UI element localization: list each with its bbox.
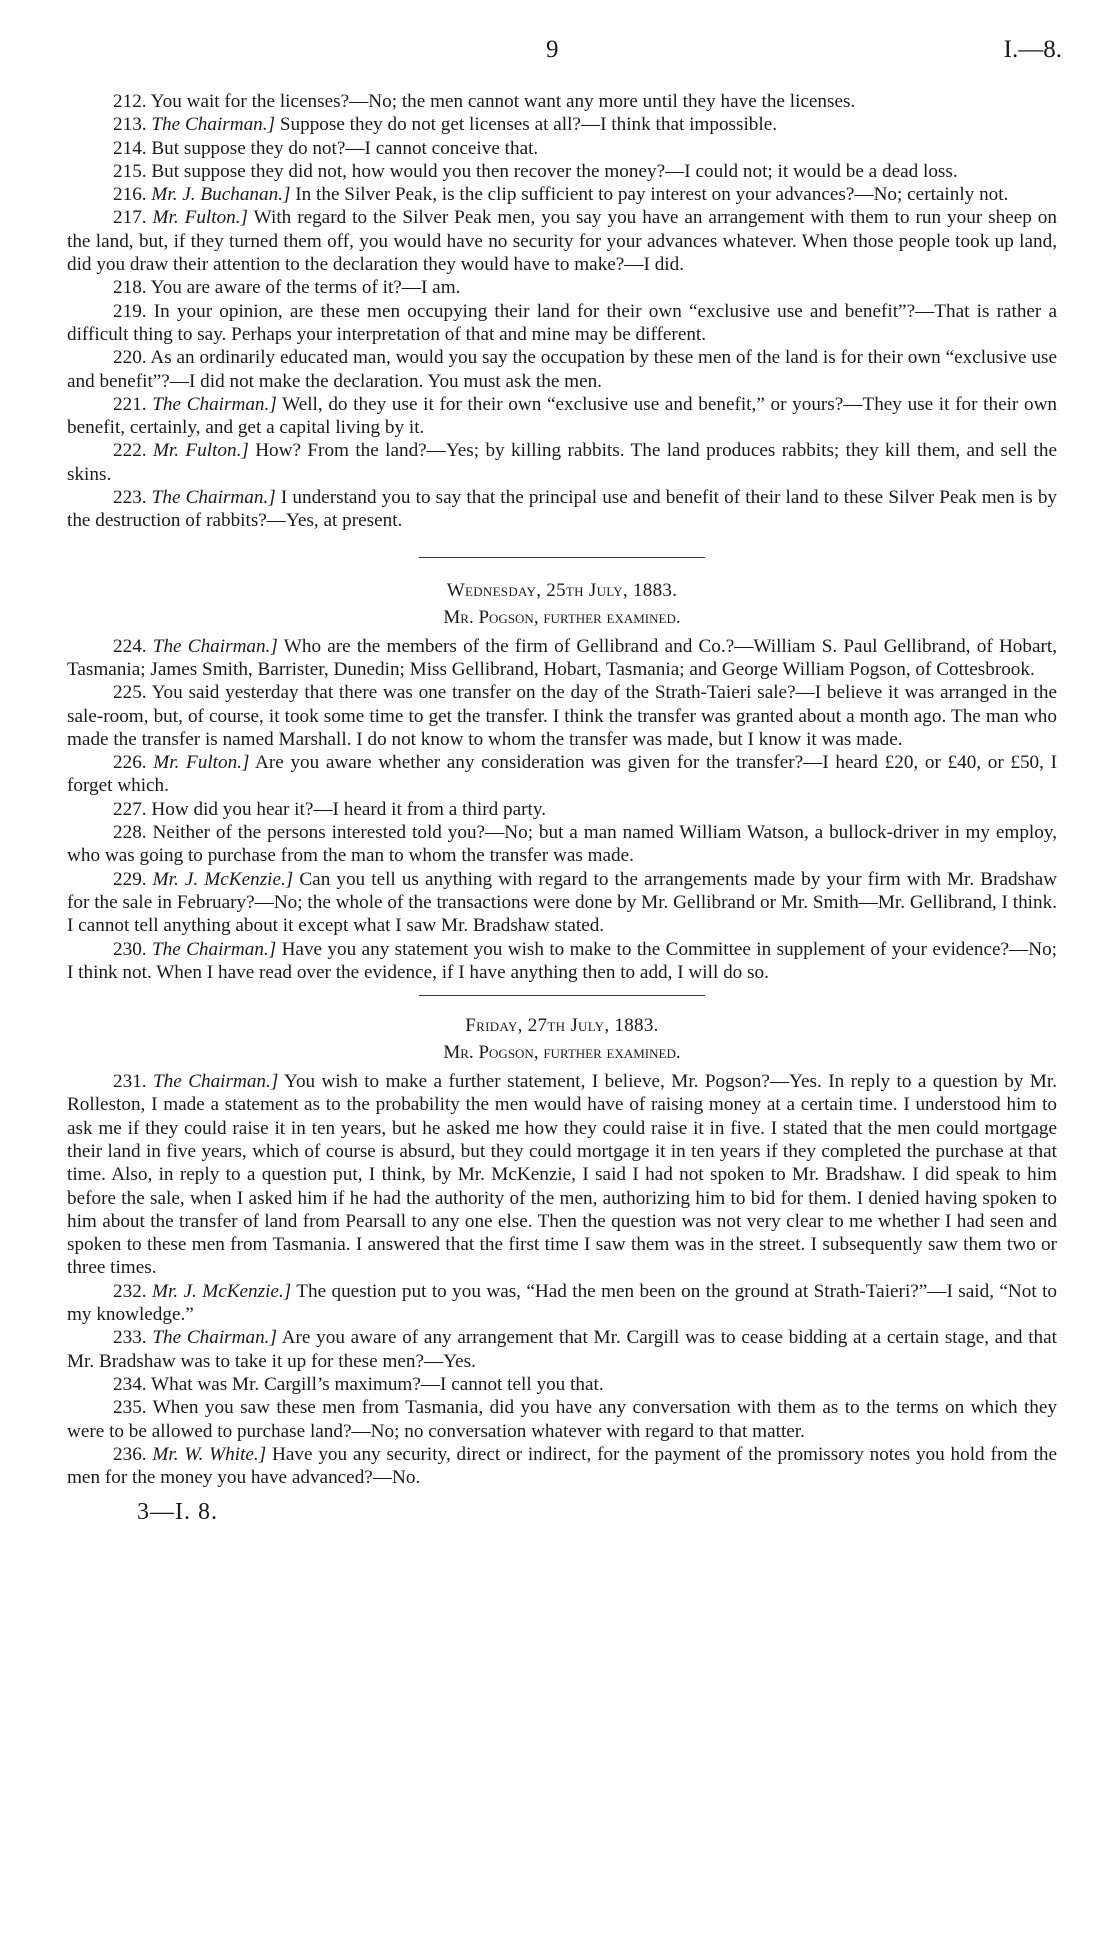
- section-divider: [419, 557, 705, 558]
- question-answer-text: What was Mr. Cargill’s maximum?—I cannot tell you that.: [151, 1373, 604, 1395]
- question-number: 216.: [113, 184, 147, 206]
- question-answer-text: In your opinion, are these men occupying their land for their own “exclusive use and benefit”?—That is rather a difficult thing to say. Perhaps your interpretation of that and mine may be different.: [67, 300, 1058, 345]
- speaker-name: The Chairman.]: [152, 635, 278, 657]
- speaker-name: The Chairman.]: [153, 1071, 279, 1093]
- speaker-name: Mr. Fulton.]: [152, 207, 249, 229]
- evidence-paragraph: [67, 486, 1057, 533]
- witness-heading-text: Mr. Pogson, further examined.: [443, 1042, 681, 1064]
- witness-heading-text: Mr. Pogson, further examined.: [443, 606, 681, 628]
- question-number: 236.: [113, 1443, 147, 1465]
- question-number: 218.: [113, 277, 147, 299]
- evidence-paragraph: [67, 137, 1057, 160]
- question-number: 234.: [113, 1373, 147, 1395]
- signature-mark: 3—I. 8.: [137, 1499, 218, 1526]
- question-number: 233.: [113, 1327, 147, 1349]
- evidence-paragraph: [67, 938, 1057, 985]
- speaker-name: Mr. Fulton.]: [153, 752, 250, 774]
- question-answer-text: The question put to you was, “Had the men been on the ground at Strath-Taieri?”—I said, “Not to my knowledge.”: [67, 1280, 1058, 1326]
- question-number: 226.: [113, 752, 147, 774]
- document-body: [67, 90, 1057, 1525]
- speaker-name: Mr. J. McKenzie.]: [151, 1280, 292, 1302]
- session-date-heading: Wednesday, 25th July, 1883.: [446, 579, 678, 601]
- question-number: 222.: [113, 440, 147, 462]
- evidence-paragraph: [67, 276, 1057, 299]
- speaker-name: Mr. J. McKenzie.]: [152, 868, 294, 890]
- evidence-section-2: [67, 635, 1057, 984]
- speaker-name: The Chairman.]: [152, 393, 277, 415]
- evidence-section-1: [67, 90, 1057, 533]
- question-number: 228.: [113, 822, 147, 844]
- evidence-paragraph: [67, 868, 1057, 938]
- question-number: 235.: [113, 1397, 147, 1419]
- question-answer-text: Well, do they use it for their own “exclusive use and benefit,” or yours?—They use it for their own benefit, certainly, and get a capital living by it.: [67, 393, 1058, 439]
- evidence-paragraph: [67, 1396, 1057, 1443]
- question-number: 225.: [113, 682, 147, 704]
- question-answer-text: Who are the members of the firm of Gellibrand and Co.?—William S. Paul Gellibrand, of Hobart, Tasmania; James Smith, Barrister, Dunedin; Miss Gellibrand, Hobart, Tasmania; and George William Pogson, of Cottesbrook.: [67, 635, 1058, 680]
- question-number: 212.: [113, 91, 147, 112]
- question-answer-text: Have you any security, direct or indirect, for the payment of the promissory notes you hold from the men for the money you have advanced?—No.: [67, 1443, 1058, 1489]
- witness-heading: [67, 1039, 1057, 1066]
- evidence-paragraph: [67, 113, 1057, 136]
- evidence-paragraph: [67, 1443, 1057, 1490]
- evidence-paragraph: [67, 393, 1057, 440]
- question-answer-text: Are you aware of any arrangement that Mr. Cargill was to cease bidding at a certain stage, and that Mr. Bradshaw was to take it up for these men?—Yes.: [67, 1327, 1057, 1372]
- question-answer-text: You are aware of the terms of it?—I am.: [150, 277, 461, 299]
- question-answer-text: When you saw these men from Tasmania, did you have any conversation with them as to the terms on which they were to be allowed to purchase land?—No; no conversation whatever with regard to that matter.: [67, 1397, 1058, 1442]
- question-number: 217.: [113, 207, 147, 229]
- question-number: 227.: [113, 798, 147, 820]
- question-answer-text: But suppose they do not?—I cannot conceive that.: [151, 137, 539, 159]
- evidence-paragraph: [67, 206, 1057, 276]
- evidence-paragraph: [67, 1070, 1057, 1280]
- speaker-name: Mr. J. Buchanan.]: [151, 184, 291, 206]
- speaker-name: Mr. W. White.]: [152, 1443, 267, 1465]
- question-answer-text: Can you tell us anything with regard to the arrangements made by your firm with Mr. Bradshaw for the sale in February?—No; the whole of the transactions were done by Mr. Gellibrand or Mr. Smith—Mr. Gellibrand, I think. I cannot tell anything about it except what I saw Mr. Bradshaw stated.: [67, 868, 1058, 937]
- evidence-paragraph: [67, 1326, 1057, 1373]
- question-answer-text: Neither of the persons interested told you?—No; but a man named William Watson, a bullock-driver in my employ, who was going to purchase from the man to whom the transfer was made.: [67, 822, 1058, 867]
- speaker-name: Mr. Fulton.]: [152, 440, 249, 462]
- evidence-paragraph: [67, 635, 1057, 682]
- question-answer-text: With regard to the Silver Peak men, you say you have an arrangement with them to run your sheep on the land, but, if they turned them off, you would have no security for your advances whatever. When those people took up land, did you draw their attention to the declaration they would have to make?—I did.: [67, 207, 1057, 276]
- question-number: 213.: [113, 114, 147, 136]
- evidence-paragraph: [67, 300, 1057, 347]
- question-number: 219.: [113, 300, 147, 322]
- question-number: 230.: [113, 938, 147, 960]
- question-answer-text: You wait for the licenses?—No; the men cannot want any more until they have the licenses.: [150, 91, 856, 112]
- evidence-paragraph: [67, 439, 1057, 486]
- witness-heading: [67, 604, 1057, 631]
- section-divider: [419, 995, 705, 996]
- speaker-name: The Chairman.]: [151, 487, 276, 509]
- evidence-paragraph: [67, 681, 1057, 751]
- question-answer-text: Suppose they do not get licenses at all?—I think that impossible.: [279, 114, 778, 136]
- question-number: 229.: [113, 868, 147, 890]
- question-number: 232.: [113, 1280, 147, 1302]
- question-number: 214.: [113, 137, 147, 159]
- evidence-paragraph: [67, 1280, 1057, 1327]
- question-answer-text: Are you aware whether any consideration was given for the transfer?—I heard £20, or £40, or £50, I forget which.: [67, 752, 1057, 797]
- speaker-name: The Chairman.]: [152, 1327, 277, 1349]
- page-header: [0, 36, 1114, 76]
- question-answer-text: But suppose they did not, how would you then recover the money?—I could not; it would be a dead loss.: [151, 160, 958, 182]
- question-answer-text: You said yesterday that there was one transfer on the day of the Strath-Taieri sale?—I believe it was arranged in the sale-room, but, of course, it took some time to get the transfer. I think the transfer was granted about a month ago. The man who made the transfer is named Marshall. I do not know to whom the transfer was made, but I know it was made.: [67, 682, 1057, 750]
- question-number: 220.: [113, 347, 147, 369]
- evidence-paragraph: [67, 346, 1057, 393]
- speaker-name: The Chairman.]: [151, 114, 276, 136]
- question-answer-text: You wish to make a further statement, I believe, Mr. Pogson?—Yes. In reply to a question by Mr. Rolleston, I made a statement as to the probability the men would have of raising money at a certain time. I understood him to ask me if they could raise it in ten years, but he asked me how they could raise it in five. I stated that the men could mortgage their land in five years, which of course is absurd, but they could mortgage it in ten years if they completed the purchase at that time. Also, in reply to a question put, I think, by Mr. McKenzie, I said I had not spoken to Mr. Bradshaw. I did speak to him before the sale, when I asked him if he had the authority of the men, authorizing him to bid for them. I denied having spoken to him about the transfer of land from Pearsall to any one else. Then the question was not very clear to me whether I had seen and spoken to these men from Tasmania. I answered that the first time I saw them was in the street. I subsequently saw them two or three times.: [67, 1071, 1057, 1279]
- evidence-paragraph: [67, 1373, 1057, 1396]
- session-date-heading: Friday, 27th July, 1883.: [465, 1015, 659, 1037]
- question-answer-text: How did you hear it?—I heard it from a third party.: [151, 798, 547, 820]
- speaker-name: The Chairman.]: [151, 938, 277, 960]
- evidence-paragraph: [67, 751, 1057, 798]
- question-number: 215.: [113, 160, 147, 182]
- evidence-paragraph: [67, 183, 1057, 206]
- question-number: 221.: [113, 393, 147, 415]
- evidence-paragraph: [67, 821, 1057, 868]
- question-answer-text: In the Silver Peak, is the clip sufficient to pay interest on your advances?—No; certainly not.: [295, 184, 1009, 206]
- question-number: 223.: [113, 487, 147, 509]
- question-number: 231.: [113, 1071, 147, 1093]
- question-number: 224.: [113, 635, 147, 657]
- evidence-paragraph: [67, 798, 1057, 821]
- evidence-section-3: [67, 1070, 1057, 1489]
- question-answer-text: Have you any statement you wish to make to the Committee in supplement of your evidence?—No; I think not. When I have read over the evidence, if I have anything then to add, I will do so.: [67, 938, 1057, 983]
- question-answer-text: How? From the land?—Yes; by killing rabbits. The land produces rabbits; they kill them, and sell the skins.: [67, 440, 1057, 485]
- paper-reference: I.—8.: [1003, 36, 1062, 63]
- evidence-paragraph: [67, 160, 1057, 183]
- question-answer-text: As an ordinarily educated man, would you say the occupation by these men of the land is for their own “exclusive use and benefit”?—I did not make the declaration. You must ask the men.: [67, 347, 1057, 392]
- page-number: 9: [546, 36, 559, 63]
- question-answer-text: I understand you to say that the principal use and benefit of their land to these Silver Peak men is by the destruction of rabbits?—Yes, at present.: [67, 487, 1058, 532]
- evidence-paragraph: [67, 90, 1057, 113]
